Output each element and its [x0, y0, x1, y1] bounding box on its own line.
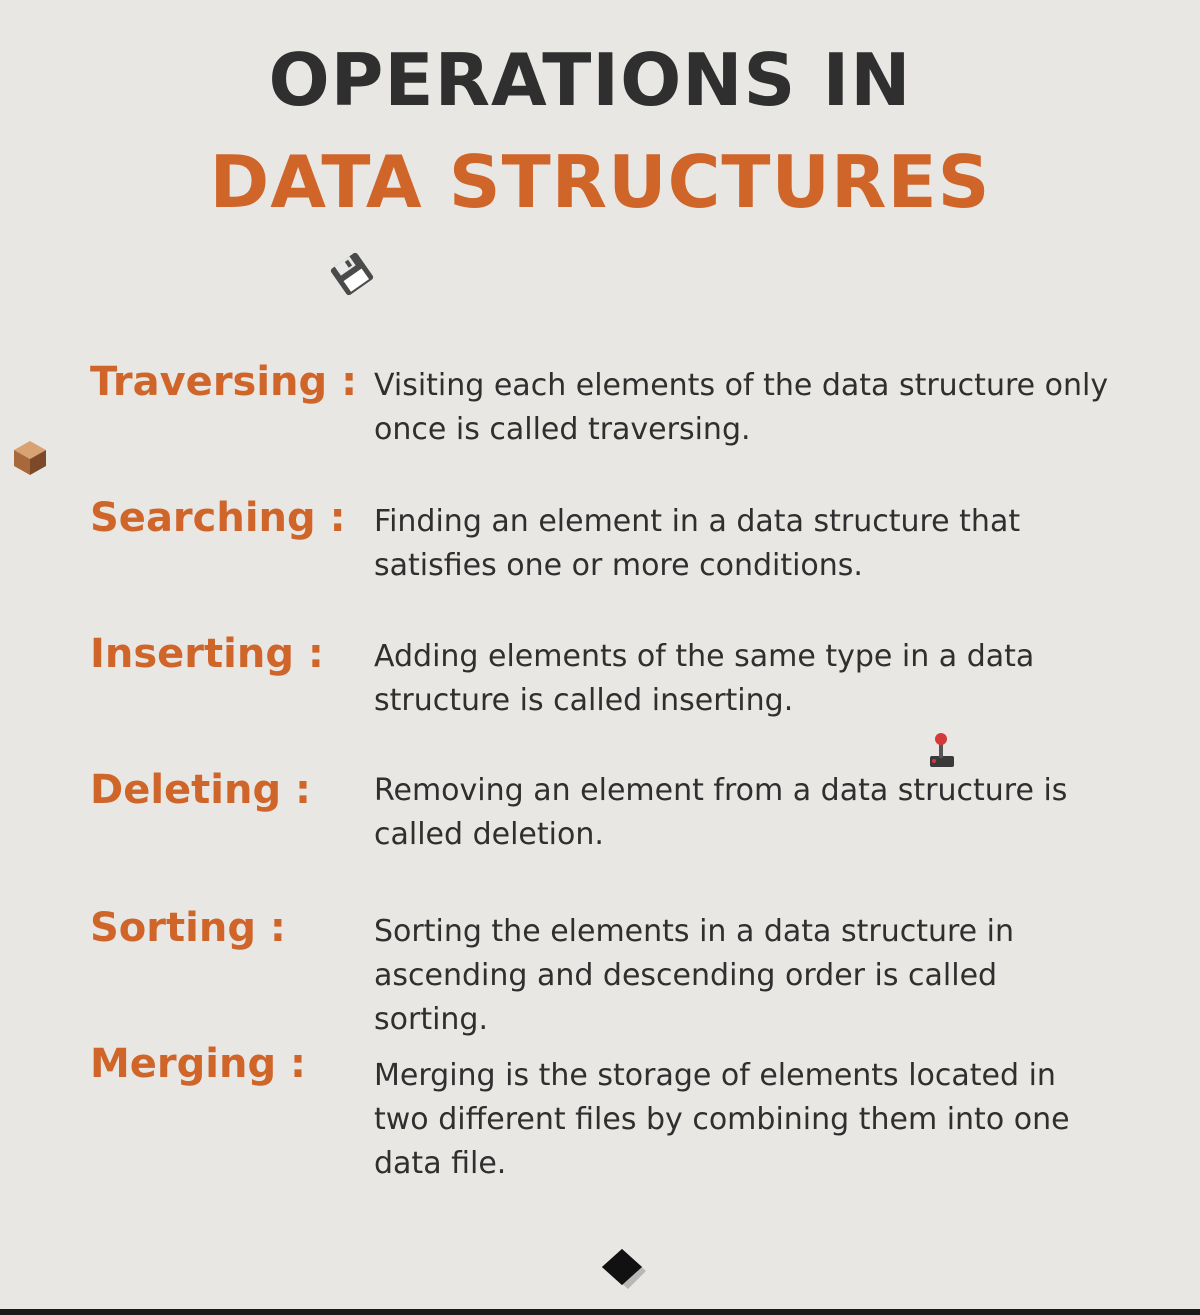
term-inserting: Inserting : [90, 631, 324, 677]
diamond-icon [598, 1245, 650, 1293]
desc-inserting: Adding elements of the same type in a data structure is called inserting. [374, 639, 1035, 718]
desc-deleting: Removing an element from a data structure is called deletion. [374, 773, 1068, 852]
desc-merging: Merging is the storage of elements located in two different files by combining them into one data file. [374, 1058, 1070, 1181]
cube-icon [10, 438, 50, 478]
page-title-line1: OPERATIONS IN [268, 38, 912, 122]
desc-traversing: Visiting each elements of the data structure only once is called traversing. [374, 368, 1109, 447]
bottom-bar [0, 1309, 1200, 1315]
joystick-icon [924, 730, 958, 770]
desc-searching: Finding an element in a data structure that satisfies one or more conditions. [374, 504, 1021, 583]
term-sorting: Sorting : [90, 905, 286, 951]
term-deleting: Deleting : [90, 767, 312, 813]
floppy-disk-icon [328, 250, 376, 298]
term-traversing: Traversing : [90, 359, 358, 405]
term-merging: Merging : [90, 1041, 307, 1087]
page-title-line2: DATA STRUCTURES [209, 140, 991, 224]
desc-sorting: Sorting the elements in a data structure in ascending and descending order is called sorting. [374, 914, 1015, 1037]
term-searching: Searching : [90, 495, 346, 541]
